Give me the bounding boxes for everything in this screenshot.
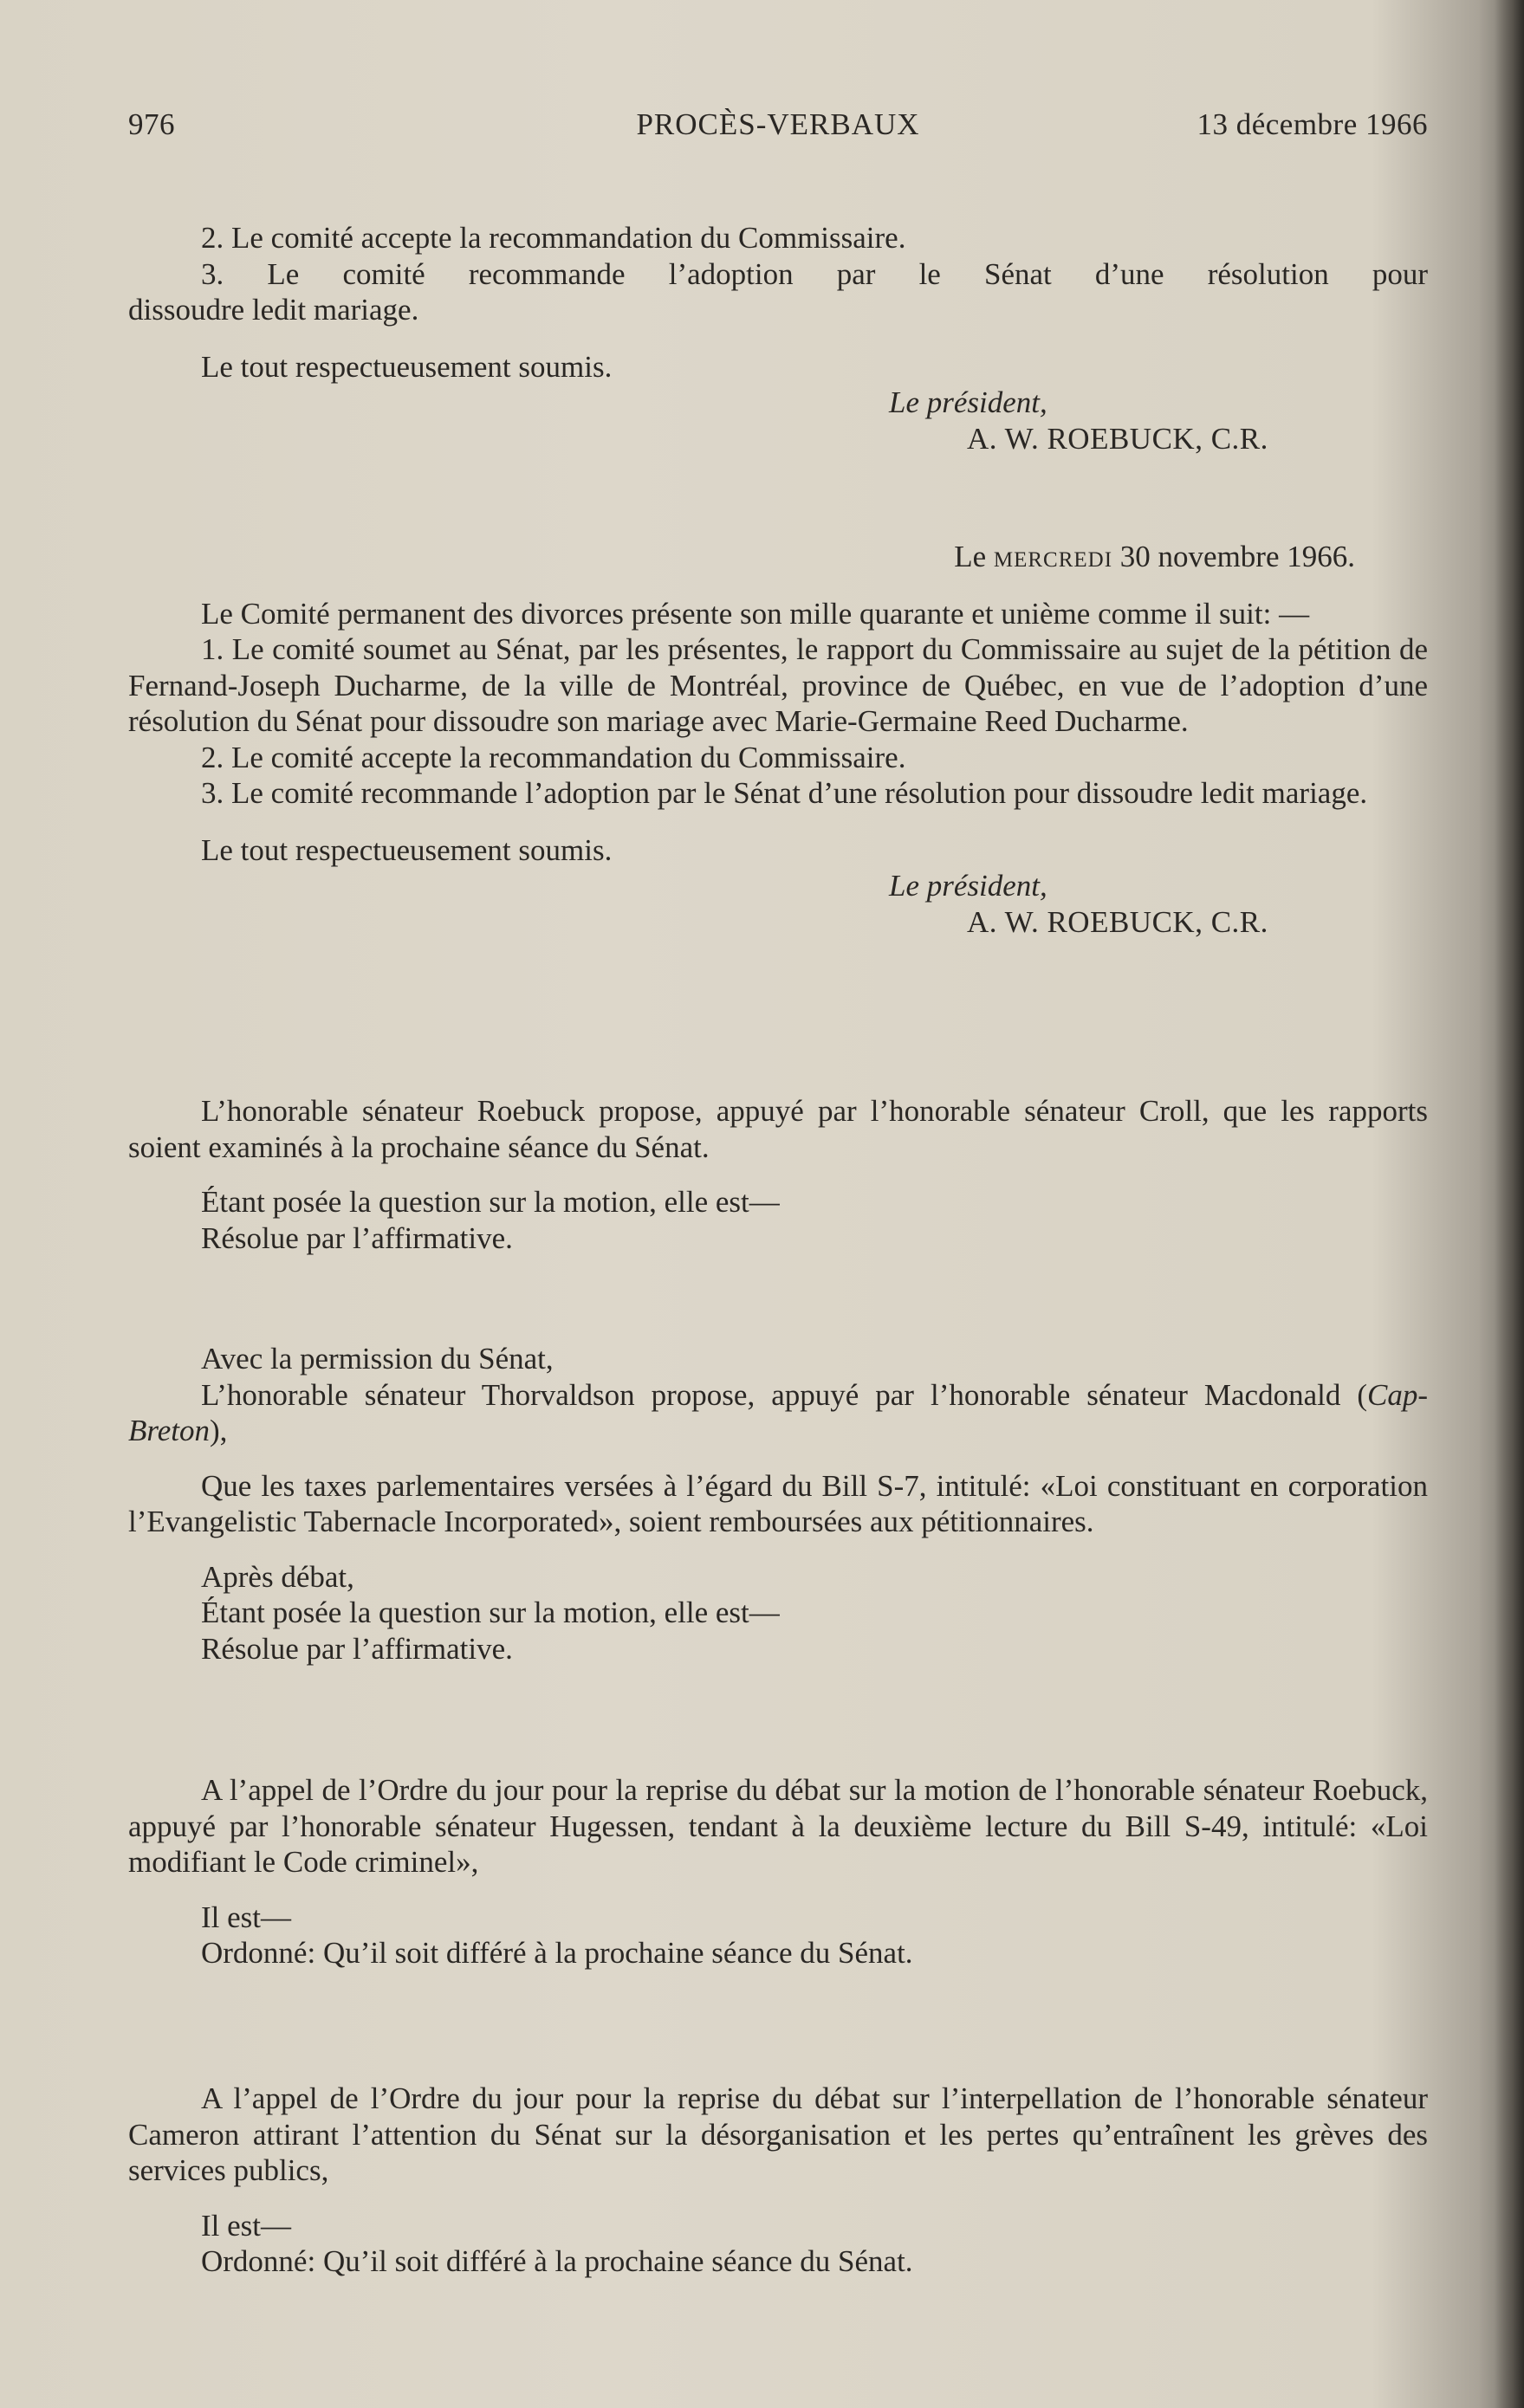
dateline-weekday: mercredi [993, 540, 1113, 573]
motion-thorvaldson-text [128, 1377, 1428, 1449]
order-bill-s49-ordered: Ordonné: Qu’il soit différé à la prochaine séance du Sénat. [201, 1936, 913, 1970]
running-header [128, 107, 1428, 147]
report-2-item-2: 2. Le comité accepte la recommandation du Commissaire. [201, 740, 906, 774]
motion-thorvaldson [128, 1341, 1428, 1667]
dateline-prefix: Le [954, 540, 987, 573]
report-2-signature-name: A. W. ROEBUCK, C.R. [967, 904, 1268, 939]
page-number: 976 [128, 107, 175, 141]
order-interpellation-it-is: Il est— [201, 2208, 292, 2243]
report-1-tail [128, 220, 1428, 456]
report-1-signature-name: A. W. ROEBUCK, C.R. [967, 421, 1268, 456]
motion-roebuck-question: Étant posée la question sur la motion, elle est— [201, 1185, 780, 1219]
report-2-intro: Le Comité permanent des divorces présente son mille quarante et unième comme il suit: — [201, 596, 1310, 631]
motion-roebuck [128, 1093, 1428, 1256]
motion-thorvaldson-italic: Cap-Breton [128, 1377, 1428, 1447]
report-1-closing: Le tout respectueusement soumis. [201, 349, 613, 384]
order-interpellation-ordered: Ordonné: Qu’il soit différé à la prochaine séance du Sénat. [201, 2244, 913, 2278]
running-title: PROCÈS-VERBAUX [636, 107, 920, 141]
refund-resolution: Que les taxes parlementaires versées à l’égard du Bill S-7, intitulé: «Loi constituant en corporation l’Evangelistic Tabernacle Incorporated», soient remboursées aux pétitionnaires. [128, 1468, 1428, 1538]
permission-line: Avec la permission du Sénat, [201, 1342, 554, 1376]
order-bill-s49-text: A l’appel de l’Ordre du jour pour la reprise du débat sur la motion de l’honorable sénateur Roebuck, appuyé par l’honorable sénateur Hugessen, tendant à la deuxième lecture du Bill S-49, intitulé: «Loi modifiant le Code criminel», [128, 1773, 1428, 1879]
order-interpellation [128, 2081, 1428, 2280]
report-1-item-3-line1: 3. Le comité recommande l’adoption par le Sénat d’une résolution pour [201, 256, 1428, 291]
report-1-item-3-line2: dissoudre ledit mariage. [128, 293, 419, 327]
order-bill-s49 [128, 1772, 1428, 1971]
report-2-item-1: 1. Le comité soumet au Sénat, par les présentes, le rapport du Commissaire au sujet de la pétition de Fernand-Joseph Ducharme, de la ville de Montréal, province de Québec, en vue de l’adoption d’une résolution du Sénat pour dissoudre son mariage avec Marie-Germaine Reed Ducharme. [128, 632, 1428, 738]
motion-thorvaldson-part-b: ), [209, 1414, 228, 1447]
after-debate: Après débat, [201, 1559, 354, 1594]
report-1-item-2: 2. Le comité accepte la recommandation du Commissaire. [201, 221, 906, 255]
dateline-date: 30 novembre 1966. [1119, 540, 1355, 573]
report-1-signature-title: Le président, [889, 385, 1047, 419]
order-bill-s49-it-is: Il est— [201, 1900, 292, 1934]
motion-roebuck-text: L’honorable sénateur Roebuck propose, appuyé par l’honorable sénateur Croll, que les rapports soient examinés à la prochaine séance du Sénat. [128, 1094, 1428, 1164]
report-2-closing: Le tout respectueusement soumis. [201, 832, 613, 867]
report-2-signature-title: Le président, [889, 869, 1047, 903]
report-2-dateline [128, 539, 1428, 575]
report-2-item-3: 3. Le comité recommande l’adoption par le Sénat d’une résolution pour dissoudre ledit mariage. [201, 776, 1368, 810]
order-interpellation-text: A l’appel de l’Ordre du jour pour la reprise du débat sur l’interpellation de l’honorable sénateur Cameron attirant l’attention du Sénat sur la désorganisation et les pertes qu’entraînent les grèves des services publics, [128, 2081, 1428, 2187]
motion-thorvaldson-result: Résolue par l’affirmative. [201, 1631, 513, 1666]
page-spine-shadow [1495, 0, 1524, 2408]
report-2 [128, 539, 1428, 940]
motion-roebuck-result: Résolue par l’affirmative. [201, 1220, 513, 1255]
header-date: 13 décembre 1966 [1197, 107, 1428, 141]
motion-thorvaldson-part-a: L’honorable sénateur Thorvaldson propose, appuyé par l’honorable sénateur Macdonald ( [201, 1377, 1367, 1412]
motion-thorvaldson-question: Étant posée la question sur la motion, elle est— [201, 1596, 780, 1629]
